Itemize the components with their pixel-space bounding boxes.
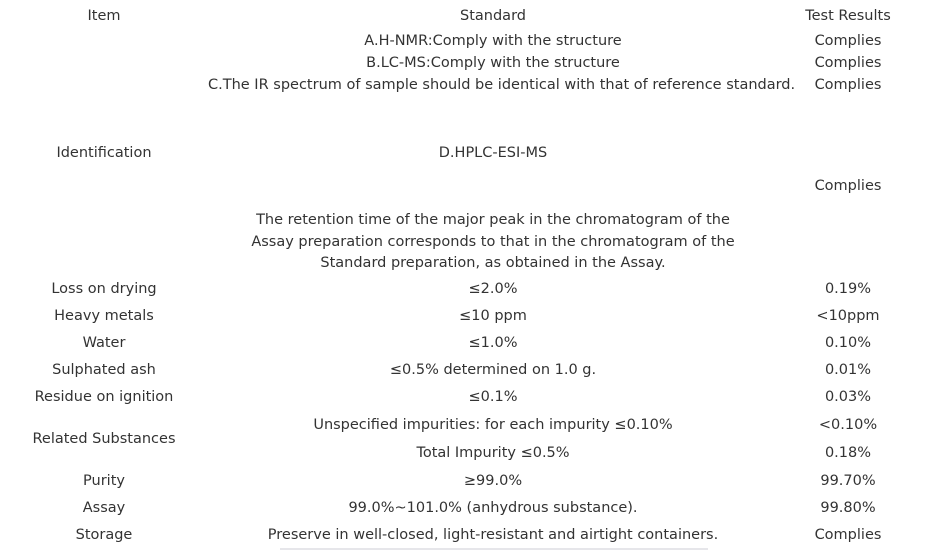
row-item: Water — [82, 335, 126, 351]
related-result-unspecified: <0.10% — [818, 417, 878, 433]
related-result-total: 0.18% — [824, 445, 872, 461]
row-result: 0.19% — [824, 281, 872, 297]
related-standard-total: Total Impurity ≤0.5% — [416, 445, 570, 461]
ident-item: Identification — [56, 145, 152, 161]
ident-standard-c: C.The IR spectrum of sample should be identical with that of reference standard. — [208, 77, 796, 93]
row-standard: 99.0%~101.0% (anhydrous substance). — [348, 500, 638, 516]
ident-result-d: Complies — [814, 178, 882, 194]
row-result: 99.70% — [820, 473, 876, 489]
row-item: Storage — [75, 527, 133, 543]
ident-standard-b: B.LC-MS:Comply with the structure — [366, 55, 620, 71]
row-standard: ≤10 ppm — [459, 308, 527, 324]
related-item: Related Substances — [32, 431, 176, 447]
row-standard: Preserve in well-closed, light-resistant and airtight containers. — [267, 527, 719, 543]
row-standard: ≤1.0% — [468, 335, 518, 351]
row-item: Purity — [83, 473, 125, 489]
row-result: 0.10% — [824, 335, 872, 351]
row-item: Residue on ignition — [34, 389, 174, 405]
row-result: 0.01% — [824, 362, 872, 378]
ident-result-b: Complies — [814, 55, 882, 71]
row-item: Heavy metals — [54, 308, 154, 324]
row-result: 99.80% — [820, 500, 876, 516]
row-result: <10ppm — [816, 308, 880, 324]
ident-standard-a: A.H-NMR:Comply with the structure — [364, 33, 622, 49]
related-standard-unspecified: Unspecified impurities: for each impurity ≤0.10% — [313, 417, 673, 433]
row-standard: ≤0.1% — [468, 389, 518, 405]
row-result: Complies — [814, 527, 882, 543]
ident-result-a: Complies — [814, 33, 882, 49]
header-standard: Standard — [460, 8, 526, 24]
row-item: Sulphated ash — [52, 362, 156, 378]
row-item: Loss on drying — [51, 281, 157, 297]
row-item: Assay — [82, 500, 126, 516]
header-item: Item — [87, 8, 121, 24]
ident-standard-d: D.HPLC-ESI-MS — [438, 145, 548, 161]
row-standard: ≤2.0% — [468, 281, 518, 297]
header-results: Test Results — [805, 8, 891, 24]
row-standard: ≥99.0% — [463, 473, 523, 489]
ident-standard-d-detail: The retention time of the major peak in the chromatogram of the Assay preparation corresponds to that in the chromatogram of the Standard preparation, as obtained in the Assay. — [251, 212, 735, 271]
row-result: 0.03% — [824, 389, 872, 405]
ident-result-c: Complies — [814, 77, 882, 93]
row-standard: ≤0.5% determined on 1.0 g. — [389, 362, 597, 378]
